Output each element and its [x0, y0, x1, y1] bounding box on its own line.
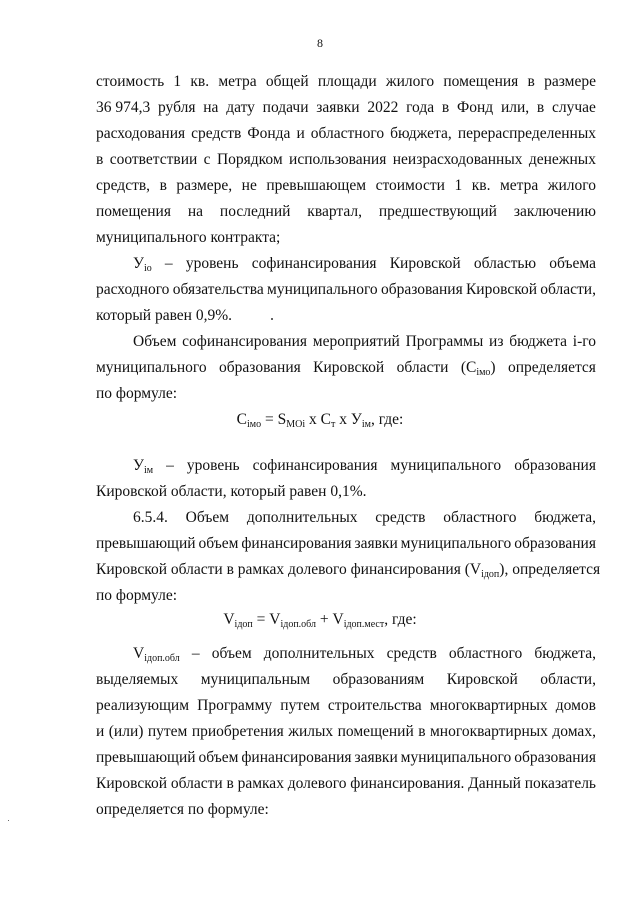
word: –: [166, 457, 174, 474]
word: расходования: [96, 125, 186, 142]
word: в: [418, 723, 426, 740]
word: Порядком: [216, 151, 283, 168]
word: областного: [448, 645, 523, 662]
word: Фонда: [247, 125, 291, 142]
word: средств: [375, 509, 426, 526]
word: области,: [540, 281, 596, 298]
word: Кировской: [96, 775, 168, 792]
word: Объем: [133, 333, 177, 350]
word: софинансирования: [252, 457, 378, 474]
word: бюджета,: [534, 645, 596, 662]
text-line: [96, 534, 596, 554]
word: области: [170, 775, 223, 792]
word: жилых: [288, 723, 334, 740]
word: квартал,: [307, 203, 362, 220]
text-line: по формуле:: [96, 385, 178, 402]
word: домах,: [552, 723, 596, 740]
word: стоимости: [375, 177, 445, 194]
text-line: [96, 72, 596, 92]
scan-speck: [271, 318, 273, 320]
text-line: определяется по формуле:: [96, 801, 269, 818]
word: денежных: [528, 151, 596, 168]
text-line: [133, 254, 596, 274]
word: объема: [549, 255, 596, 272]
text-line: [96, 176, 596, 196]
text-line: [96, 722, 596, 742]
text-line: [133, 332, 596, 352]
word: объем: [198, 749, 239, 766]
word: метра: [218, 73, 257, 90]
word: превышающий: [96, 535, 196, 552]
word: образования: [219, 359, 301, 376]
word: 1: [454, 177, 463, 194]
word: образования: [514, 535, 596, 552]
word: многоквартирных: [429, 697, 548, 714]
word: финансирования: [241, 535, 352, 552]
word: областью: [473, 255, 537, 272]
word: помещения: [443, 73, 519, 90]
word: образованиям: [332, 671, 425, 688]
word: заявки: [354, 749, 398, 766]
word: размере,: [176, 177, 233, 194]
word: областного: [310, 125, 385, 142]
word: перераспределенных: [457, 125, 596, 142]
word: кв.: [471, 177, 491, 194]
word: объем: [211, 645, 252, 662]
text-line: муниципального контракта;: [96, 229, 281, 246]
word: случае: [552, 99, 596, 116]
text-line: [96, 280, 596, 300]
symbol-yim: $У_{iм}$: [133, 457, 154, 476]
word: помещений: [337, 723, 414, 740]
symbol-yio: $У_{io}$: [133, 255, 152, 274]
word: площади: [317, 73, 377, 90]
word: на: [203, 99, 219, 116]
text-line: [96, 124, 596, 144]
word: в: [226, 775, 234, 792]
word: подачи: [262, 99, 309, 116]
word: Кировской: [389, 255, 461, 272]
word: бюджета,: [534, 509, 596, 526]
word: и: [96, 723, 105, 740]
word: i-го: [572, 333, 596, 350]
word: Фонд: [456, 99, 494, 116]
word: уровень: [185, 255, 239, 272]
word: –: [191, 645, 200, 662]
word: дату: [226, 99, 255, 116]
word: года: [406, 99, 435, 116]
word: реализующим: [96, 697, 190, 714]
word: дополнительных: [263, 645, 375, 662]
word: жилого: [385, 73, 435, 90]
word: бюджета: [509, 333, 568, 350]
text-line: [133, 456, 596, 476]
word: образования: [380, 281, 463, 298]
word: соответствии: [109, 151, 198, 168]
text-line: который равен 0,9%.: [96, 307, 233, 324]
word: муниципальным: [200, 671, 311, 688]
word: (или): [108, 723, 144, 740]
word: или,: [500, 99, 530, 116]
word: стоимость: [96, 73, 165, 90]
word: в: [96, 151, 104, 168]
word: софинансирования: [182, 333, 307, 350]
word: в: [536, 99, 545, 116]
word: выделяемых: [96, 671, 179, 688]
text-line: муниципального образования Кировской области $(С_{iмо})$ определяется: [96, 359, 596, 378]
text-line: [96, 748, 596, 768]
text-line: [96, 202, 596, 222]
word: и: [296, 125, 305, 142]
word: муниципального: [400, 749, 512, 766]
word: средств: [386, 645, 437, 662]
word: Кировской: [446, 671, 518, 688]
formula-cimo: $C_{iмо} = S_{МОi}$ x $C_т$ x $У_{iм}$, где:: [236, 411, 404, 430]
word: области: [396, 359, 449, 376]
word: из: [489, 333, 504, 350]
word: путем: [280, 697, 320, 714]
page-number: 8: [317, 36, 323, 50]
text-line: [96, 98, 596, 118]
word: общей: [265, 73, 309, 90]
word: заключению: [513, 203, 596, 220]
word: в: [527, 73, 535, 90]
word: предшествующий: [378, 203, 497, 220]
word: –: [164, 255, 173, 272]
word: уровень: [186, 457, 240, 474]
word: с: [203, 151, 211, 168]
symbol-cimo: $(С_{iмо})$: [460, 359, 496, 378]
word: помещения: [96, 203, 171, 220]
word: областного: [443, 509, 517, 526]
word: показатель: [524, 775, 596, 792]
formula-vdop: $V_{iдоп} = V_{iдоп.обл} + V_{iдоп.мест}$, где:: [223, 611, 417, 630]
word: кв.: [190, 73, 210, 90]
word: средств: [191, 125, 242, 142]
word: финансирования: [241, 749, 352, 766]
text-line: [96, 150, 596, 170]
text-line: [133, 644, 596, 664]
word: 36 974,3: [96, 99, 151, 116]
word: размере: [544, 73, 596, 90]
word: софинансирования: [251, 255, 377, 272]
word: заявки: [316, 99, 360, 116]
word: рубля: [158, 99, 196, 116]
word: превышающем: [266, 177, 367, 194]
word: Программы: [405, 333, 484, 350]
text-line: [96, 670, 596, 690]
text-line: [96, 696, 596, 716]
word: области,: [540, 671, 596, 688]
word: средств,: [96, 177, 151, 194]
word: 6.5.4.: [133, 509, 168, 526]
word: метра: [499, 177, 539, 194]
word: дополнительных: [246, 509, 358, 526]
text-line: Кировской области в рамках долевого финансирования $(V_{iдоп})$, определяется: [96, 561, 601, 580]
scan-speck: [8, 820, 9, 821]
word: последний: [219, 203, 291, 220]
word: Программу: [197, 697, 273, 714]
word: 1: [173, 73, 182, 90]
word: приобретения: [191, 723, 284, 740]
word: долевого: [287, 775, 347, 792]
word: расходного: [96, 281, 170, 298]
word: мероприятий: [312, 333, 400, 350]
text-line: Кировской области, который равен 0,1%.: [96, 483, 367, 500]
word: рамках: [237, 775, 284, 792]
word: муниципального: [390, 457, 502, 474]
word: многоквартирных: [430, 723, 548, 740]
word: на: [187, 203, 204, 220]
word: Объем: [185, 509, 230, 526]
word: Кировской: [465, 281, 537, 298]
text-line: [133, 508, 596, 528]
word: Данный: [468, 775, 521, 792]
word: заявки: [354, 535, 398, 552]
word: в: [441, 99, 450, 116]
word: муниципального: [267, 281, 378, 298]
word: путем: [147, 723, 188, 740]
word: домов: [555, 697, 596, 714]
word: в: [159, 177, 167, 194]
word: Кировской: [313, 359, 385, 376]
word: не: [241, 177, 257, 194]
word: превышающий: [96, 749, 196, 766]
word: жилого: [547, 177, 596, 194]
word: строительства: [327, 697, 422, 714]
word: финансирования.: [350, 775, 465, 792]
word: муниципального: [96, 359, 207, 376]
word: бюджета,: [390, 125, 452, 142]
word: использования: [289, 151, 387, 168]
word: образования: [514, 457, 596, 474]
symbol-vdop-obl: $V_{iдоп.обл}$: [133, 645, 180, 664]
word: 2022: [367, 99, 399, 116]
word: обязательства: [172, 281, 264, 298]
text-line: [96, 774, 596, 794]
word: образования: [514, 749, 596, 766]
word: объем: [198, 535, 239, 552]
word: неизрасходованных: [392, 151, 523, 168]
word: муниципального: [400, 535, 512, 552]
text-line: по формуле:: [96, 587, 178, 604]
